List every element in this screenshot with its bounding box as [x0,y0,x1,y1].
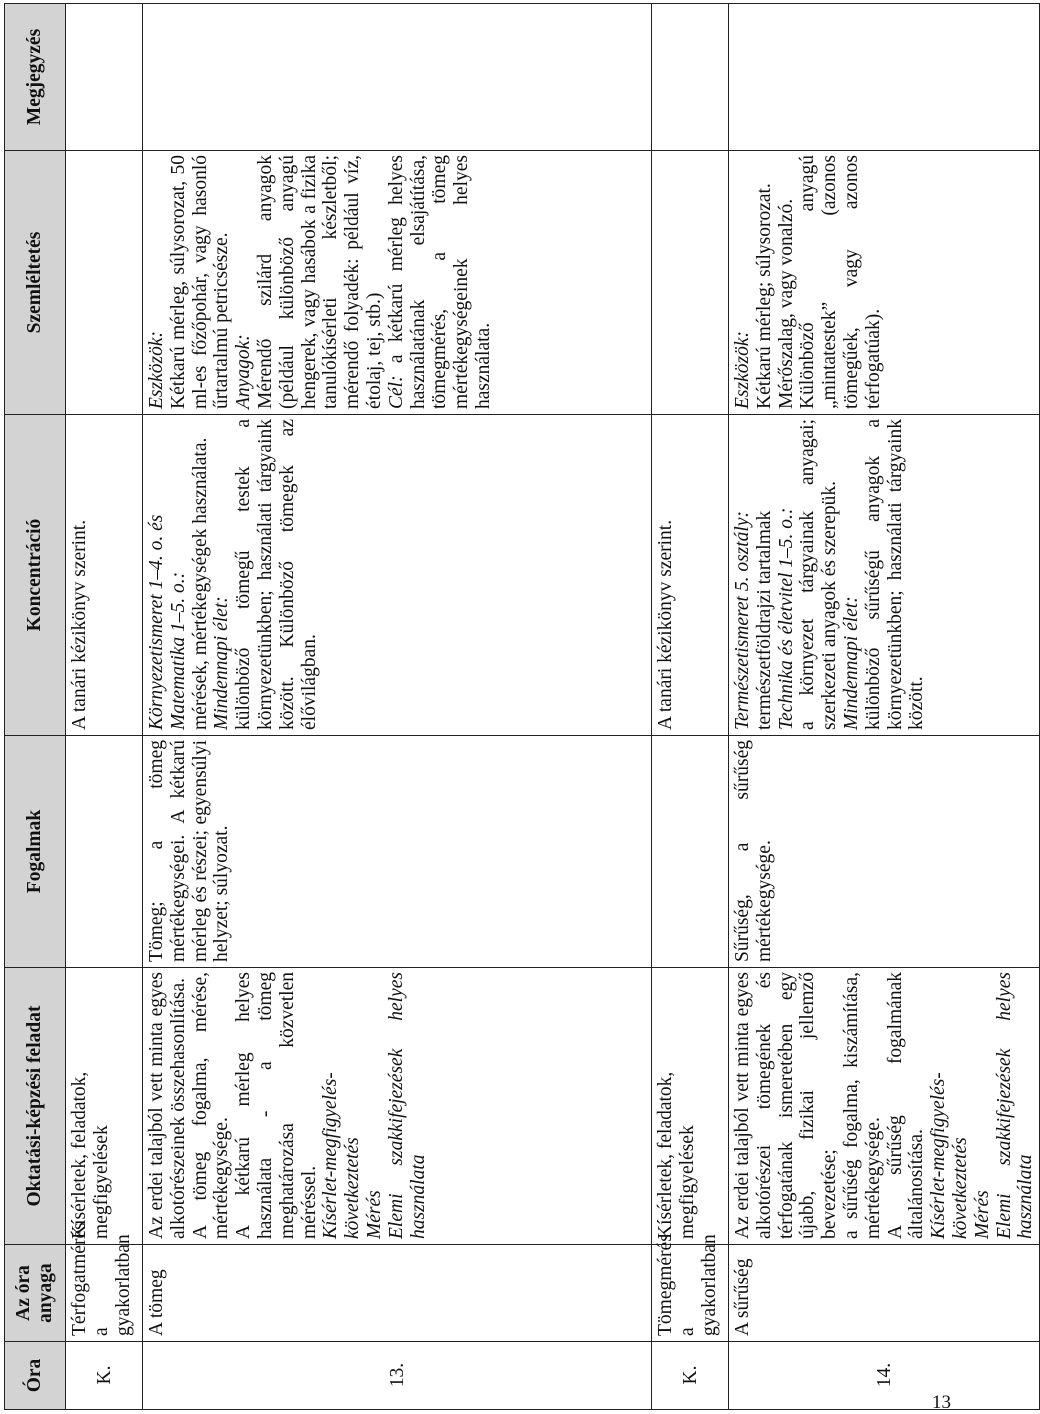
cell-ora: K. [66,1342,143,1410]
cell-koncentracio: A tanári kézikönyv szerint. [66,415,143,736]
koncentracio-line: különböző sűrűségű anyagok a környezetünkben; használati tárgyaink között. [862,419,928,730]
feladat-line: Elemi szakkifejezések helyes használata [385,972,429,1239]
feladat-line: Az erdei talajból vett minta egyes alkotórészei tömegének és térfogatának ismeretében egy újabb, fizikai jellemző bevezetése; [732,972,841,1239]
header-koncentracio: Koncentráció [5,415,66,736]
cell-ora: 14. [729,1342,1040,1410]
header-feladat: Oktatási-képzési feladat [5,968,66,1245]
header-megjegyzes: Megjegyzés [5,4,66,151]
koncentracio-line: Természetismeret 5. osztály: [732,510,753,730]
koncentracio-line: természetföldrajzi tartalmak [753,510,775,730]
feladat-line: Az erdei talajból vett minta egyes alkotórészeinek összehasonlítása. [146,972,189,1239]
cell-anyag: Tömegmérés a gyakorlatban [652,1245,729,1342]
page-number: 13 [932,1392,951,1413]
curriculum-table [4,3,1040,1410]
szemleltetes-line: Eszközök: [732,331,753,409]
szemleltetes-line: Eszközök: [146,331,167,409]
cell-fogalmak [66,736,143,968]
cell-fogalmak [652,736,729,968]
cell-feladat [143,968,652,1245]
header-row [5,4,66,1410]
feladat-line: Mérés [971,1190,993,1239]
koncentracio-line: különböző tömegű testek a környezetünkben; használati tárgyaink között. Különböző tömegek az élővilágban. [233,419,320,730]
header-ora: Óra [5,1342,66,1410]
szemleltetes-line: Mérendő szilárd anyagok (például különböző anyagú hengerek, vagy hasábok a fizika tanulókísérleti készletből; mérendő folyadék: például víz, étolaj, tej, stb.) [254,155,385,409]
header-anyag: Az óra anyaga [5,1245,66,1342]
cell-ora: 13. [143,1342,652,1410]
cell-fogalmak: Sűrűség, a sűrűség mértékegysége. [729,736,1040,968]
koncentracio-line: a környezet tárgyainak anyagai; szerkezeti anyagok és szerepük. [797,419,841,730]
szemleltetes-line: Kétkarú mérleg; súlysorozat. [753,183,775,409]
feladat-line: A sűrűség fogalmának általánosítása. [884,972,928,1239]
koncentracio-line: Mindennapi élet: [840,596,862,730]
koncentracio-line: Mindennapi élet: [211,596,233,730]
szemleltetes-line [386,155,495,409]
cell-anyag: A tömeg [143,1245,652,1342]
cell-koncentracio [729,415,1040,736]
cell-megjegyzes [652,4,729,151]
cell-szemleltetes [729,151,1040,415]
feladat-line: A kétkarú mérleg helyes használata - a tömeg meghatározása közvetlen méréssel. [233,972,320,1239]
feladat-line: Elemi szakkifejezések helyes használata [993,972,1037,1239]
table-row [143,4,652,1410]
cell-szemleltetes [652,151,729,415]
cell-szemleltetes [143,151,652,415]
koncentracio-line: mérések, mértékegységek használata. [189,437,211,730]
cell-anyag: A sűrűség [729,1245,1040,1342]
koncentracio-line: Környezetismeret 1–4. o. és [146,514,167,730]
cell-megjegyzes [66,4,143,151]
cell-fogalmak: Tömeg; a tömeg mértékegységei. A kétkarú mérleg és részei; egyensúlyi helyzet; súlyozat. [143,736,652,968]
header-szemleltetes: Szemléltetés [5,151,66,415]
table-row [66,4,143,1410]
cell-szemleltetes [66,151,143,415]
feladat-line: Kísérlet-megfigyelés-következtetés [928,1072,971,1239]
feladat-line: a sűrűség fogalma, kiszámítása, mértékegysége. [840,972,884,1239]
feladat-line: Kísérlet-megfigyelés-következtetés [320,1072,364,1239]
cell-koncentracio [143,415,652,736]
cell-ora: K. [652,1342,729,1410]
header-fogalmak: Fogalmak [5,736,66,968]
feladat-line: Mérés [363,1190,385,1239]
szemleltetes-line: Kétkarú mérleg, súlysorozat, 50 ml-es főzőpohár, vagy hasonló űrtartalmú petricsésze. [167,155,233,409]
cell-anyag: Térfogatmérés a gyakorlatban [66,1245,143,1342]
szemleltetes-line: Különböző anyagú „mintatestek” (azonos tömegűek, vagy azonos térfogatúak). [797,155,884,409]
cel-label: Cél: [385,375,407,409]
koncentracio-line: Technika és életvitel 1–5. o.: [775,507,797,730]
feladat-line: A tömeg fogalma, mérése, mértékegysége. [189,972,233,1239]
cel-text: a kétkarú mérleg helyes használatának elsajátítása, tömegmérés, a tömeg mértékegységeinek helyes használata. [385,155,494,409]
koncentracio-line: Matematika 1–5. o.: [167,571,189,730]
cell-megjegyzes [729,4,1040,151]
table-row [652,4,729,1410]
cell-megjegyzes [143,4,652,151]
szemleltetes-line: Anyagok: [233,334,255,409]
cell-koncentracio: A tanári kézikönyv szerint. [652,415,729,736]
cell-feladat [729,968,1040,1245]
table-row [729,4,1040,1410]
cell-feladat: Kísérletek, feladatok, megfigyelések [66,968,143,1245]
szemleltetes-line: Mérőszalag, vagy vonalzó. [775,198,797,409]
cell-feladat: Kísérletek, feladatok, megfigyelések [652,968,729,1245]
